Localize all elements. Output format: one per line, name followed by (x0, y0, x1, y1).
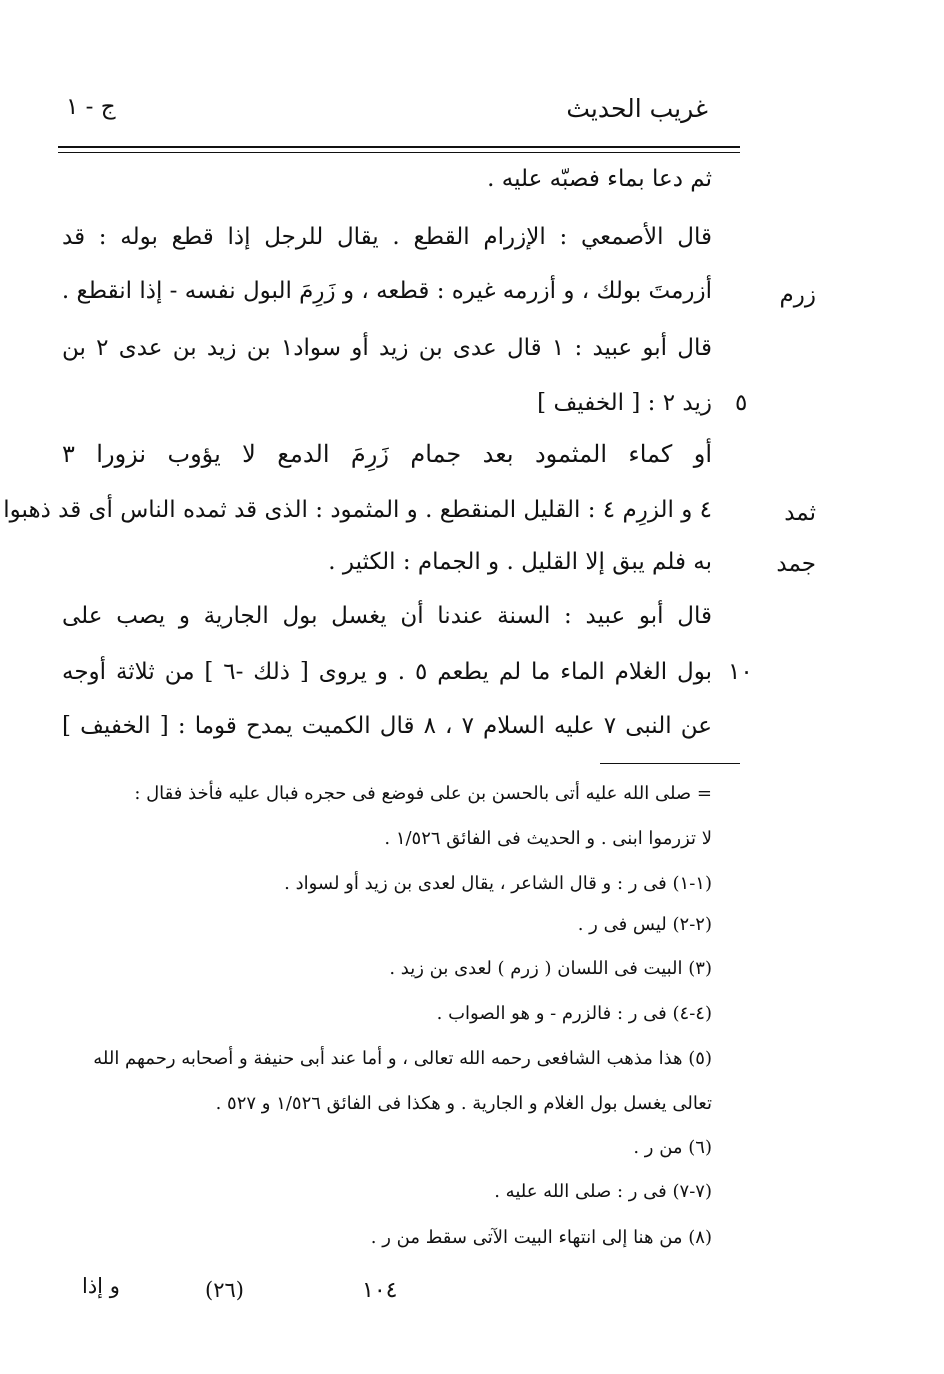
text-line-5: زيد ٢ : [ الخفيف ] (537, 390, 712, 416)
text-line-4: قال أبو عبيد : ١ قال عدى بن زيد أو سواد١ بن زيد بن عدى ٢ بن (62, 335, 712, 361)
footnote-4: (٤-٤) فى ر : فالزرم - و هو الصواب . (436, 1003, 712, 1024)
margin-keyword-thamad: ثمد (784, 500, 816, 526)
text-line-2: قال الأصمعي : الإزرام القطع . يقال للرجل إذا قطع بوله : قد (62, 224, 712, 250)
text-line-10: بول الغلام الماء ما لم يطعم ٥ . و يروى [ ذلك -٦ ] من ثلاثة أوجه (62, 659, 712, 685)
footnote-continuation-1: = صلى الله عليه أتى بالحسن بن على فوضع فى حجره فبال عليه فأخذ فقال : (134, 783, 712, 804)
footnote-6: (٦) من ر . (633, 1137, 712, 1158)
footnote-7: (٧-٧) فى ر : صلى الله عليه . (494, 1181, 712, 1202)
text-line-7: ٤ و الزرِم ٤ : القليل المنقطع . و المثمود : الذى قد ثمده الناس أى قد ذهبوا (3, 497, 712, 523)
footnote-1: (١-١) فى ر : و قال الشاعر ، يقال لعدى بن زيد أو لسواد . (284, 873, 712, 894)
book-title: غريب الحديث (566, 94, 708, 123)
catchword: و إذا (82, 1274, 120, 1298)
text-line-1: ثم دعا بماء فصبّه عليه . (487, 166, 712, 192)
text-line-9: قال أبو عبيد : السنة عندنا أن يغسل بول الجارية و يصب على (62, 603, 712, 629)
footnote-2: (٢-٢) ليس فى ر . (577, 914, 712, 935)
footnote-separator (600, 763, 740, 764)
footnote-8: (٨) من هنا إلى انتهاء البيت الآتى سقط من ر . (370, 1227, 712, 1248)
text-line-11: عن النبى ٧ عليه السلام ٧ ، ٨ قال الكميت يمدح قوما : [ الخفيف ] (62, 713, 712, 739)
verse-line: أو كماء المثمود بعد جمام زَرِمَ الدمع لا يؤوب نزورا ٣ (62, 440, 712, 468)
volume-number: ج - ١ (66, 94, 116, 120)
footnote-3: (٣) البيت فى اللسان ( زرم ) لعدى بن زيد . (389, 958, 712, 979)
header-rule-thick (58, 146, 740, 148)
text-line-8: به فلم يبق إلا القليل . و الجمام : الكثير . (328, 549, 712, 575)
margin-keyword-zarm: زرم (779, 282, 816, 308)
footnote-5-continuation: تعالى يغسل بول الغلام و الجارية . و هكذا فى الفائق ١/٥٢٦ و ٥٢٧ . (215, 1093, 712, 1114)
line-number-10: ١٠ (728, 659, 753, 685)
footnote-continuation-2: لا تزرموا ابنى . و الحديث فى الفائق ١/٥٢٦ . (384, 828, 712, 849)
line-number-5: ٥ (735, 390, 748, 416)
margin-keyword-jamad: جمد (776, 551, 816, 577)
signature-mark: (٢٦) (205, 1278, 244, 1302)
header-rule-thin (58, 152, 740, 153)
page-number: ١٠٤ (362, 1278, 398, 1303)
footnote-5: (٥) هذا مذهب الشافعى رحمه الله تعالى ، و أما عند أبى حنيفة و أصحابه رحمهم الله (93, 1048, 712, 1069)
text-line-3: أزرمتَ بولك ، و أزرمه غيره : قطعه ، و زَرِمَ البول نفسه - إذا انقطع . (61, 278, 712, 304)
